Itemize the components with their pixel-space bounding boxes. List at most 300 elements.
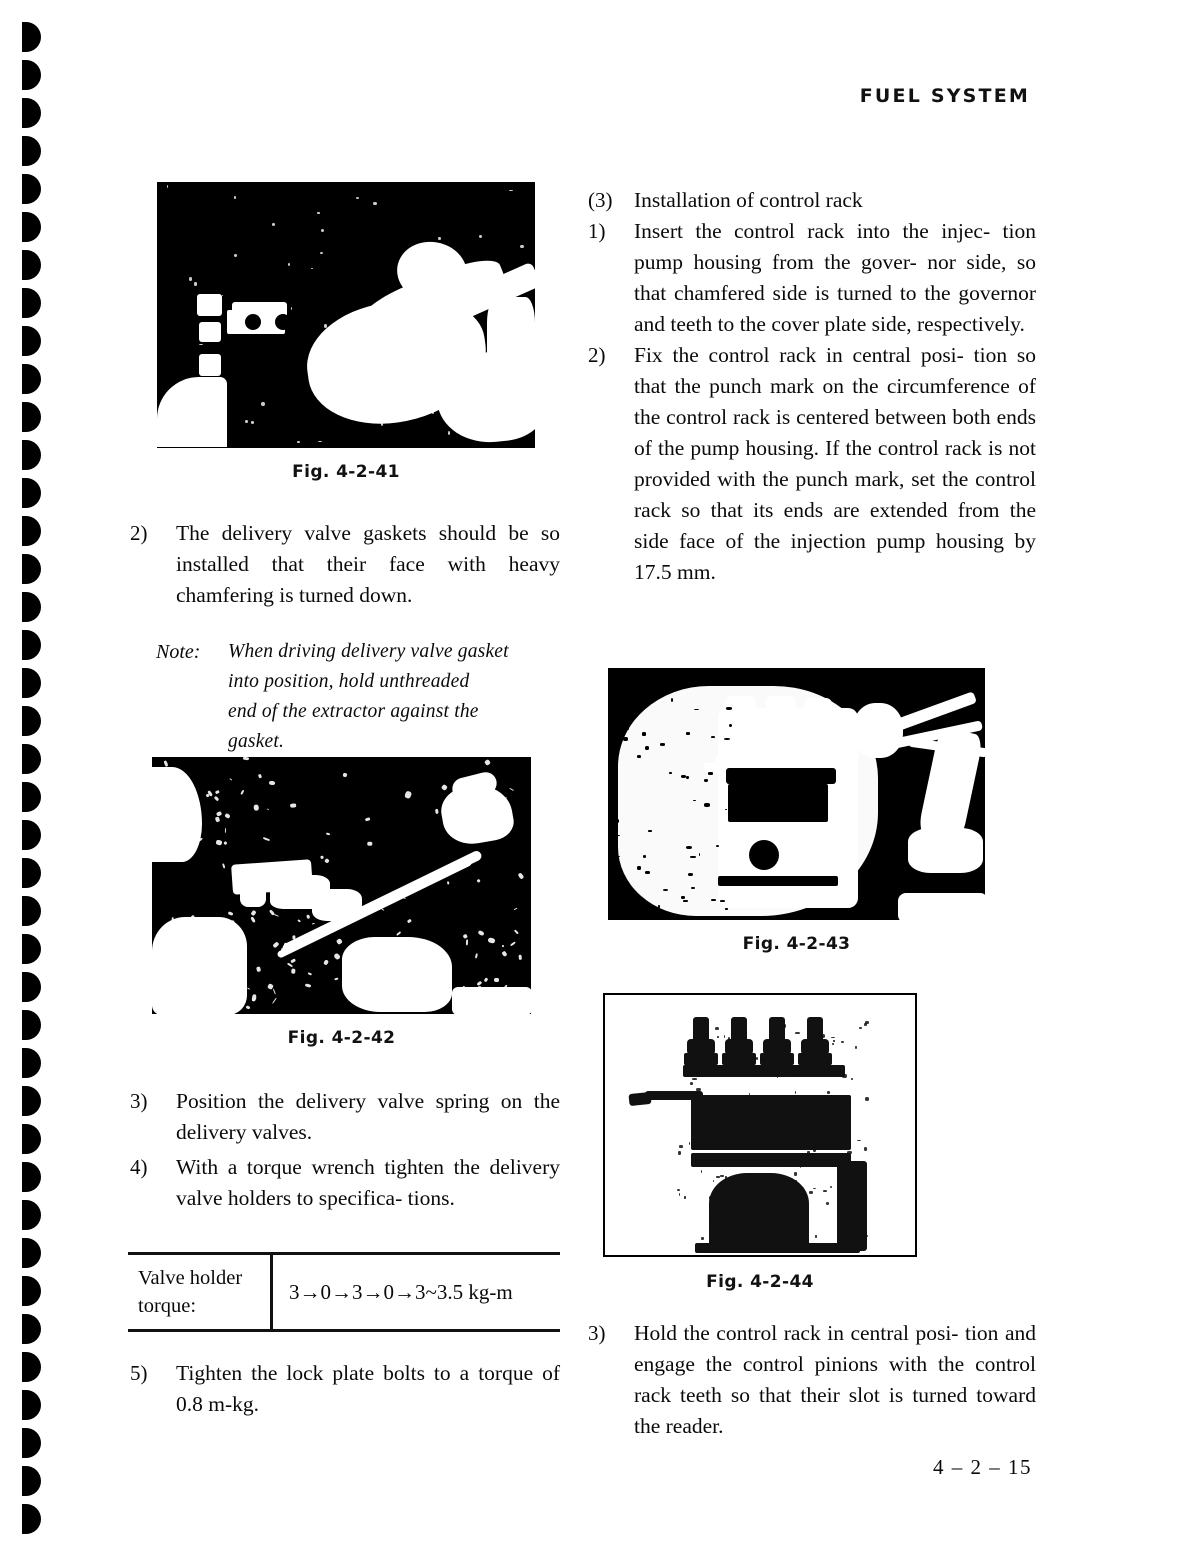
left-item-4-body <box>176 1152 560 1214</box>
text-line: centered between both ends of the <box>634 405 1036 460</box>
photo-detail <box>189 277 191 281</box>
photo-detail <box>291 968 295 973</box>
photo-detail <box>396 932 401 937</box>
photo-detail <box>800 1187 804 1190</box>
figure-4-2-42-image <box>152 757 531 1014</box>
left-item-2-body <box>176 518 560 611</box>
binding-hole <box>22 174 41 204</box>
photo-detail <box>475 953 478 958</box>
photo-detail <box>326 833 331 836</box>
photo-detail <box>857 1140 861 1142</box>
photo-detail <box>865 1097 869 1101</box>
photo-detail <box>752 1144 754 1147</box>
text-line: the delivery valves. <box>176 1089 560 1144</box>
photo-detail <box>692 1132 697 1134</box>
photo-detail <box>407 919 412 923</box>
photo-detail <box>194 282 196 285</box>
text-line: pump housing. If the control rack <box>690 436 982 460</box>
photo-detail <box>847 1151 852 1154</box>
photo-detail <box>736 1206 739 1210</box>
binding-hole <box>22 554 41 584</box>
left-item-4-number: 4) <box>130 1155 148 1179</box>
photo-detail <box>626 722 628 724</box>
photo-detail <box>240 885 266 907</box>
photo-detail <box>213 971 216 975</box>
photo-detail <box>716 756 831 768</box>
photo-detail <box>291 958 297 963</box>
binding-hole <box>22 630 41 660</box>
photo-detail <box>807 1151 809 1155</box>
binding-hole <box>22 1352 41 1382</box>
photo-detail <box>864 1147 867 1151</box>
photo-detail <box>510 941 516 946</box>
photo-detail <box>777 1076 779 1079</box>
photo-detail <box>656 697 660 699</box>
photo-detail <box>640 909 645 912</box>
right-item-3-body <box>634 1318 1036 1442</box>
photo-detail <box>368 842 373 846</box>
text-line: tion and engage the control pinions <box>634 1321 1036 1376</box>
page-number: 4 – 2 – 15 <box>933 1455 1032 1479</box>
photo-detail <box>860 1212 861 1214</box>
text-line: with the control rack teeth so that <box>634 1352 1036 1407</box>
photo-detail <box>832 1043 834 1046</box>
right-item-3-heading <box>586 185 1036 216</box>
photo-detail <box>628 1092 651 1106</box>
photo-detail <box>199 322 221 342</box>
text-line: tions. <box>407 1186 455 1210</box>
photo-detail <box>432 412 434 414</box>
photo-detail <box>760 1053 794 1065</box>
photo-detail <box>519 955 522 960</box>
photo-detail <box>438 237 441 240</box>
photo-detail <box>333 977 338 981</box>
photo-detail <box>731 1220 735 1221</box>
table-bottom-rule <box>128 1329 560 1332</box>
photo-detail <box>222 863 226 869</box>
photo-detail <box>794 1172 796 1175</box>
photo-detail <box>842 1206 845 1209</box>
photo-detail <box>479 235 482 238</box>
photo-detail <box>645 686 646 688</box>
left-item-5 <box>128 1358 560 1420</box>
right-item-3 <box>586 1318 1036 1442</box>
photo-detail <box>312 889 362 921</box>
photo-detail <box>318 441 322 443</box>
figure-4-2-44-image <box>603 993 917 1257</box>
photo-detail <box>229 779 232 782</box>
binding-hole <box>22 820 41 850</box>
photo-detail <box>164 760 169 767</box>
text-line: end of the extractor against the <box>228 701 479 722</box>
photo-detail <box>637 866 641 870</box>
photo-detail <box>267 983 273 989</box>
photo-detail <box>795 1091 797 1094</box>
photo-detail <box>275 914 280 917</box>
photo-detail <box>809 1191 813 1194</box>
photo-detail <box>820 1034 825 1037</box>
left-note <box>156 637 560 757</box>
photo-detail <box>356 197 359 199</box>
text-line: Hold the control rack in central posi- <box>634 1321 959 1345</box>
photo-detail <box>261 402 264 406</box>
photo-detail <box>447 881 449 884</box>
photo-detail <box>783 1024 786 1028</box>
photo-detail <box>215 811 221 817</box>
photo-detail <box>792 1180 796 1181</box>
photo-detail <box>197 838 203 843</box>
left-column-lower <box>128 1086 560 1218</box>
photo-detail <box>218 973 221 977</box>
photo-detail <box>692 1043 694 1046</box>
photo-detail <box>477 878 481 882</box>
photo-detail <box>865 1021 869 1024</box>
photo-detail <box>697 1101 709 1145</box>
photo-detail <box>291 307 292 310</box>
photo-detail <box>749 840 779 870</box>
photo-detail <box>643 855 647 857</box>
photo-detail <box>788 1164 792 1167</box>
photo-detail <box>513 907 517 910</box>
photo-detail <box>333 952 341 960</box>
photo-detail <box>268 781 275 786</box>
note-body <box>228 637 560 757</box>
binding-hole <box>22 250 41 280</box>
photo-detail <box>292 935 295 939</box>
text-line: circumference of the control rack is <box>634 374 1036 429</box>
photo-detail <box>834 1111 839 1115</box>
photo-detail <box>840 1139 842 1143</box>
photo-detail <box>855 1046 857 1049</box>
photo-detail <box>741 1225 744 1227</box>
photo-detail <box>839 1131 842 1135</box>
text-line: is not provided with the punch mark, <box>634 436 1036 491</box>
photo-detail <box>701 1237 704 1240</box>
left-item-4 <box>128 1152 560 1214</box>
right-item-1 <box>586 216 1036 340</box>
photo-detail <box>859 1027 862 1029</box>
right-item-3-heading-number: (3) <box>588 188 613 212</box>
photo-detail <box>793 1107 803 1137</box>
text-line: the injection pump housing by 17.5 <box>634 529 1036 584</box>
right-item-1-body <box>634 216 1036 340</box>
photo-detail <box>288 263 291 266</box>
photo-detail <box>487 297 535 427</box>
photo-detail <box>311 268 313 270</box>
text-line: so installed that their face with <box>176 521 561 576</box>
binding-hole <box>22 326 41 356</box>
photo-detail <box>684 1196 685 1199</box>
photo-detail <box>713 1107 723 1137</box>
photo-detail <box>642 732 646 735</box>
binding-hole <box>22 402 41 432</box>
text-line: are extended from the side face of <box>634 498 1037 553</box>
right-item-2 <box>586 340 1036 588</box>
photo-detail <box>714 917 718 920</box>
figure-4-2-41 <box>157 182 535 482</box>
photo-detail <box>691 1153 851 1167</box>
photo-detail <box>484 978 489 983</box>
photo-detail <box>737 1114 741 1116</box>
photo-detail <box>197 294 222 316</box>
photo-detail <box>686 846 691 850</box>
text-line: When driving delivery valve gasket <box>228 641 509 662</box>
photo-detail <box>725 809 727 811</box>
right-item-2-body <box>634 340 1036 588</box>
photo-detail <box>242 757 248 761</box>
photo-detail <box>267 809 270 811</box>
photo-detail <box>693 1029 696 1031</box>
note-label: Note: <box>156 641 201 663</box>
photo-detail <box>446 291 448 295</box>
photo-detail <box>393 397 396 399</box>
photo-detail <box>297 919 301 923</box>
photo-detail <box>199 344 202 345</box>
photo-detail <box>749 1093 750 1095</box>
photo-detail <box>225 828 227 833</box>
photo-detail <box>756 1140 760 1143</box>
left-item-5-body <box>176 1358 560 1420</box>
text-line: Position the delivery valve spring on <box>176 1089 523 1113</box>
photo-detail <box>448 431 450 435</box>
photo-detail <box>722 1106 727 1108</box>
photo-detail <box>612 782 614 786</box>
binding-hole <box>22 1200 41 1230</box>
photo-detail <box>167 185 168 188</box>
photo-detail <box>835 1098 839 1099</box>
photo-detail <box>826 1202 829 1205</box>
binding-hole <box>22 1466 41 1496</box>
photo-detail <box>393 988 397 993</box>
photo-detail <box>864 1235 868 1237</box>
photo-detail <box>305 915 309 920</box>
photo-detail <box>488 937 496 944</box>
photo-detail <box>853 1245 854 1246</box>
photo-detail <box>678 1151 681 1155</box>
left-item-5-number: 5) <box>130 1361 148 1385</box>
photo-detail <box>764 786 786 820</box>
figure-4-2-43-image <box>608 668 985 920</box>
left-item-3 <box>128 1086 560 1148</box>
photo-detail <box>634 912 640 914</box>
photo-detail <box>765 1126 766 1129</box>
photo-detail <box>787 1143 789 1146</box>
binding-hole <box>22 1048 41 1078</box>
photo-detail <box>713 1180 714 1182</box>
photo-detail <box>308 972 312 975</box>
photo-detail <box>305 983 311 988</box>
photo-detail <box>381 423 383 426</box>
photo-detail <box>258 774 262 779</box>
table-cell-label <box>128 1255 273 1329</box>
photo-detail <box>845 1165 849 1169</box>
right-item-3-number: 3) <box>588 1321 606 1345</box>
photo-detail <box>752 1074 755 1075</box>
photo-detail <box>272 223 276 226</box>
right-column <box>586 185 1036 588</box>
left-item-3-body <box>176 1086 560 1148</box>
photo-detail <box>234 254 238 257</box>
photo-detail <box>898 893 985 920</box>
photo-detail <box>466 939 469 945</box>
binding-hole <box>22 668 41 698</box>
binding-hole <box>22 98 41 128</box>
text-line: delivery valve holders to specifica- <box>176 1155 560 1210</box>
photo-detail <box>245 1006 250 1010</box>
left-item-2 <box>128 518 560 611</box>
photo-detail <box>152 917 247 1014</box>
photo-detail <box>645 746 649 750</box>
photo-detail <box>769 1061 773 1062</box>
photo-detail <box>775 1108 779 1111</box>
table-row <box>128 1255 560 1329</box>
binding-hole <box>22 364 41 394</box>
left-column-bottom <box>128 1358 560 1424</box>
photo-detail <box>813 1149 816 1152</box>
photo-detail <box>441 784 448 791</box>
photo-detail <box>224 813 231 819</box>
photo-detail <box>434 808 438 814</box>
text-line: Valve holder <box>138 1267 243 1289</box>
figure-4-2-41-image <box>157 182 535 448</box>
photo-detail <box>228 912 234 917</box>
photo-detail <box>216 840 223 846</box>
photo-detail <box>660 743 665 745</box>
photo-detail <box>715 1192 720 1193</box>
photo-detail <box>202 300 204 301</box>
figure-4-2-41-caption: Fig. 4-2-41 <box>292 462 400 482</box>
binding-hole <box>22 478 41 508</box>
photo-detail <box>343 773 348 778</box>
photo-detail <box>297 441 299 443</box>
photo-detail <box>502 944 504 946</box>
photo-detail <box>520 245 524 249</box>
photo-detail <box>815 1235 816 1238</box>
photo-detail <box>830 1186 832 1188</box>
photo-detail <box>290 804 296 808</box>
photo-detail <box>240 789 244 794</box>
photo-detail <box>717 1036 719 1038</box>
binding-hole <box>22 1162 41 1192</box>
photo-detail <box>321 229 324 232</box>
photo-detail <box>642 680 644 683</box>
photo-detail <box>679 1193 680 1196</box>
text-line: into position, hold unthreaded <box>228 671 470 692</box>
photo-detail <box>250 916 256 923</box>
text-line: turned to the governor and teeth to <box>634 281 1037 336</box>
photo-detail <box>627 726 629 730</box>
text-line: Insert the control rack into the injec- <box>634 219 991 243</box>
photo-detail <box>720 1175 724 1177</box>
text-line: their slot is turned toward the reader. <box>634 1383 1037 1438</box>
text-line: the cover plate side, respectively. <box>739 312 1025 336</box>
photo-detail <box>365 817 371 822</box>
figure-4-2-42 <box>152 757 531 1048</box>
photo-detail <box>509 190 513 192</box>
photo-detail <box>800 1164 801 1168</box>
binding-hole <box>22 212 41 242</box>
photo-detail <box>720 900 725 902</box>
photo-detail <box>831 1037 834 1039</box>
photo-detail <box>675 669 678 672</box>
binding-hole <box>22 1314 41 1344</box>
photo-detail <box>231 920 235 923</box>
photo-detail <box>615 819 619 823</box>
photo-detail <box>813 1188 816 1189</box>
photo-detail <box>817 1101 829 1145</box>
binding-hole <box>22 1504 41 1534</box>
photo-detail <box>690 856 696 858</box>
photo-detail <box>707 1044 708 1046</box>
photo-detail <box>157 377 227 447</box>
binding-hole <box>22 744 41 774</box>
photo-detail <box>336 938 343 945</box>
text-line: nor side, so that chamfered side is <box>634 250 1036 305</box>
photo-detail <box>320 856 323 859</box>
figure-4-2-43 <box>608 668 985 954</box>
photo-detail <box>214 796 220 802</box>
photo-detail <box>744 1178 747 1179</box>
photo-detail <box>199 354 221 376</box>
binding-hole <box>22 288 41 318</box>
photo-detail <box>275 314 291 330</box>
photo-detail <box>766 696 796 730</box>
binding-hole <box>22 440 41 470</box>
photo-detail <box>245 420 248 424</box>
figure-4-2-44 <box>603 993 917 1292</box>
photo-detail <box>323 959 329 966</box>
photo-detail <box>663 674 667 677</box>
photo-detail <box>726 768 836 784</box>
photo-detail <box>224 842 228 846</box>
photo-detail <box>280 947 284 951</box>
photo-detail <box>253 805 259 812</box>
text-line: torque: <box>138 1295 197 1317</box>
photo-detail <box>752 1181 755 1185</box>
photo-detail <box>704 803 710 807</box>
photo-detail <box>720 1202 722 1204</box>
binding-hole <box>22 1238 41 1268</box>
table-cell-value: 3→0→3→0→3~3.5 kg-m <box>289 1279 513 1304</box>
photo-detail <box>804 698 832 730</box>
photo-detail <box>263 837 270 841</box>
photo-detail <box>784 1110 786 1113</box>
photo-detail <box>806 1134 809 1137</box>
text-line: mm. <box>677 560 716 584</box>
photo-detail <box>722 1053 756 1065</box>
photo-detail <box>704 763 722 773</box>
text-line: Tighten the lock plate bolts to a <box>176 1361 470 1385</box>
photo-detail <box>340 917 345 922</box>
photo-detail <box>677 1189 680 1191</box>
photo-detail <box>317 212 321 213</box>
photo-detail <box>734 786 756 820</box>
left-item-2-number: 2) <box>130 521 148 545</box>
text-line: Installation of control rack <box>634 188 863 212</box>
photo-detail <box>452 987 531 1014</box>
photo-detail <box>823 1190 827 1192</box>
binding-hole <box>22 60 41 90</box>
photo-detail <box>718 876 838 886</box>
photo-detail <box>312 923 315 925</box>
photo-detail <box>397 328 399 330</box>
photo-detail <box>716 845 720 847</box>
text-line: Fix the control rack in central posi- <box>634 343 964 367</box>
photo-detail <box>320 252 323 254</box>
photo-detail <box>753 1107 763 1137</box>
photo-detail <box>695 1243 860 1253</box>
binding-hole <box>22 1428 41 1458</box>
